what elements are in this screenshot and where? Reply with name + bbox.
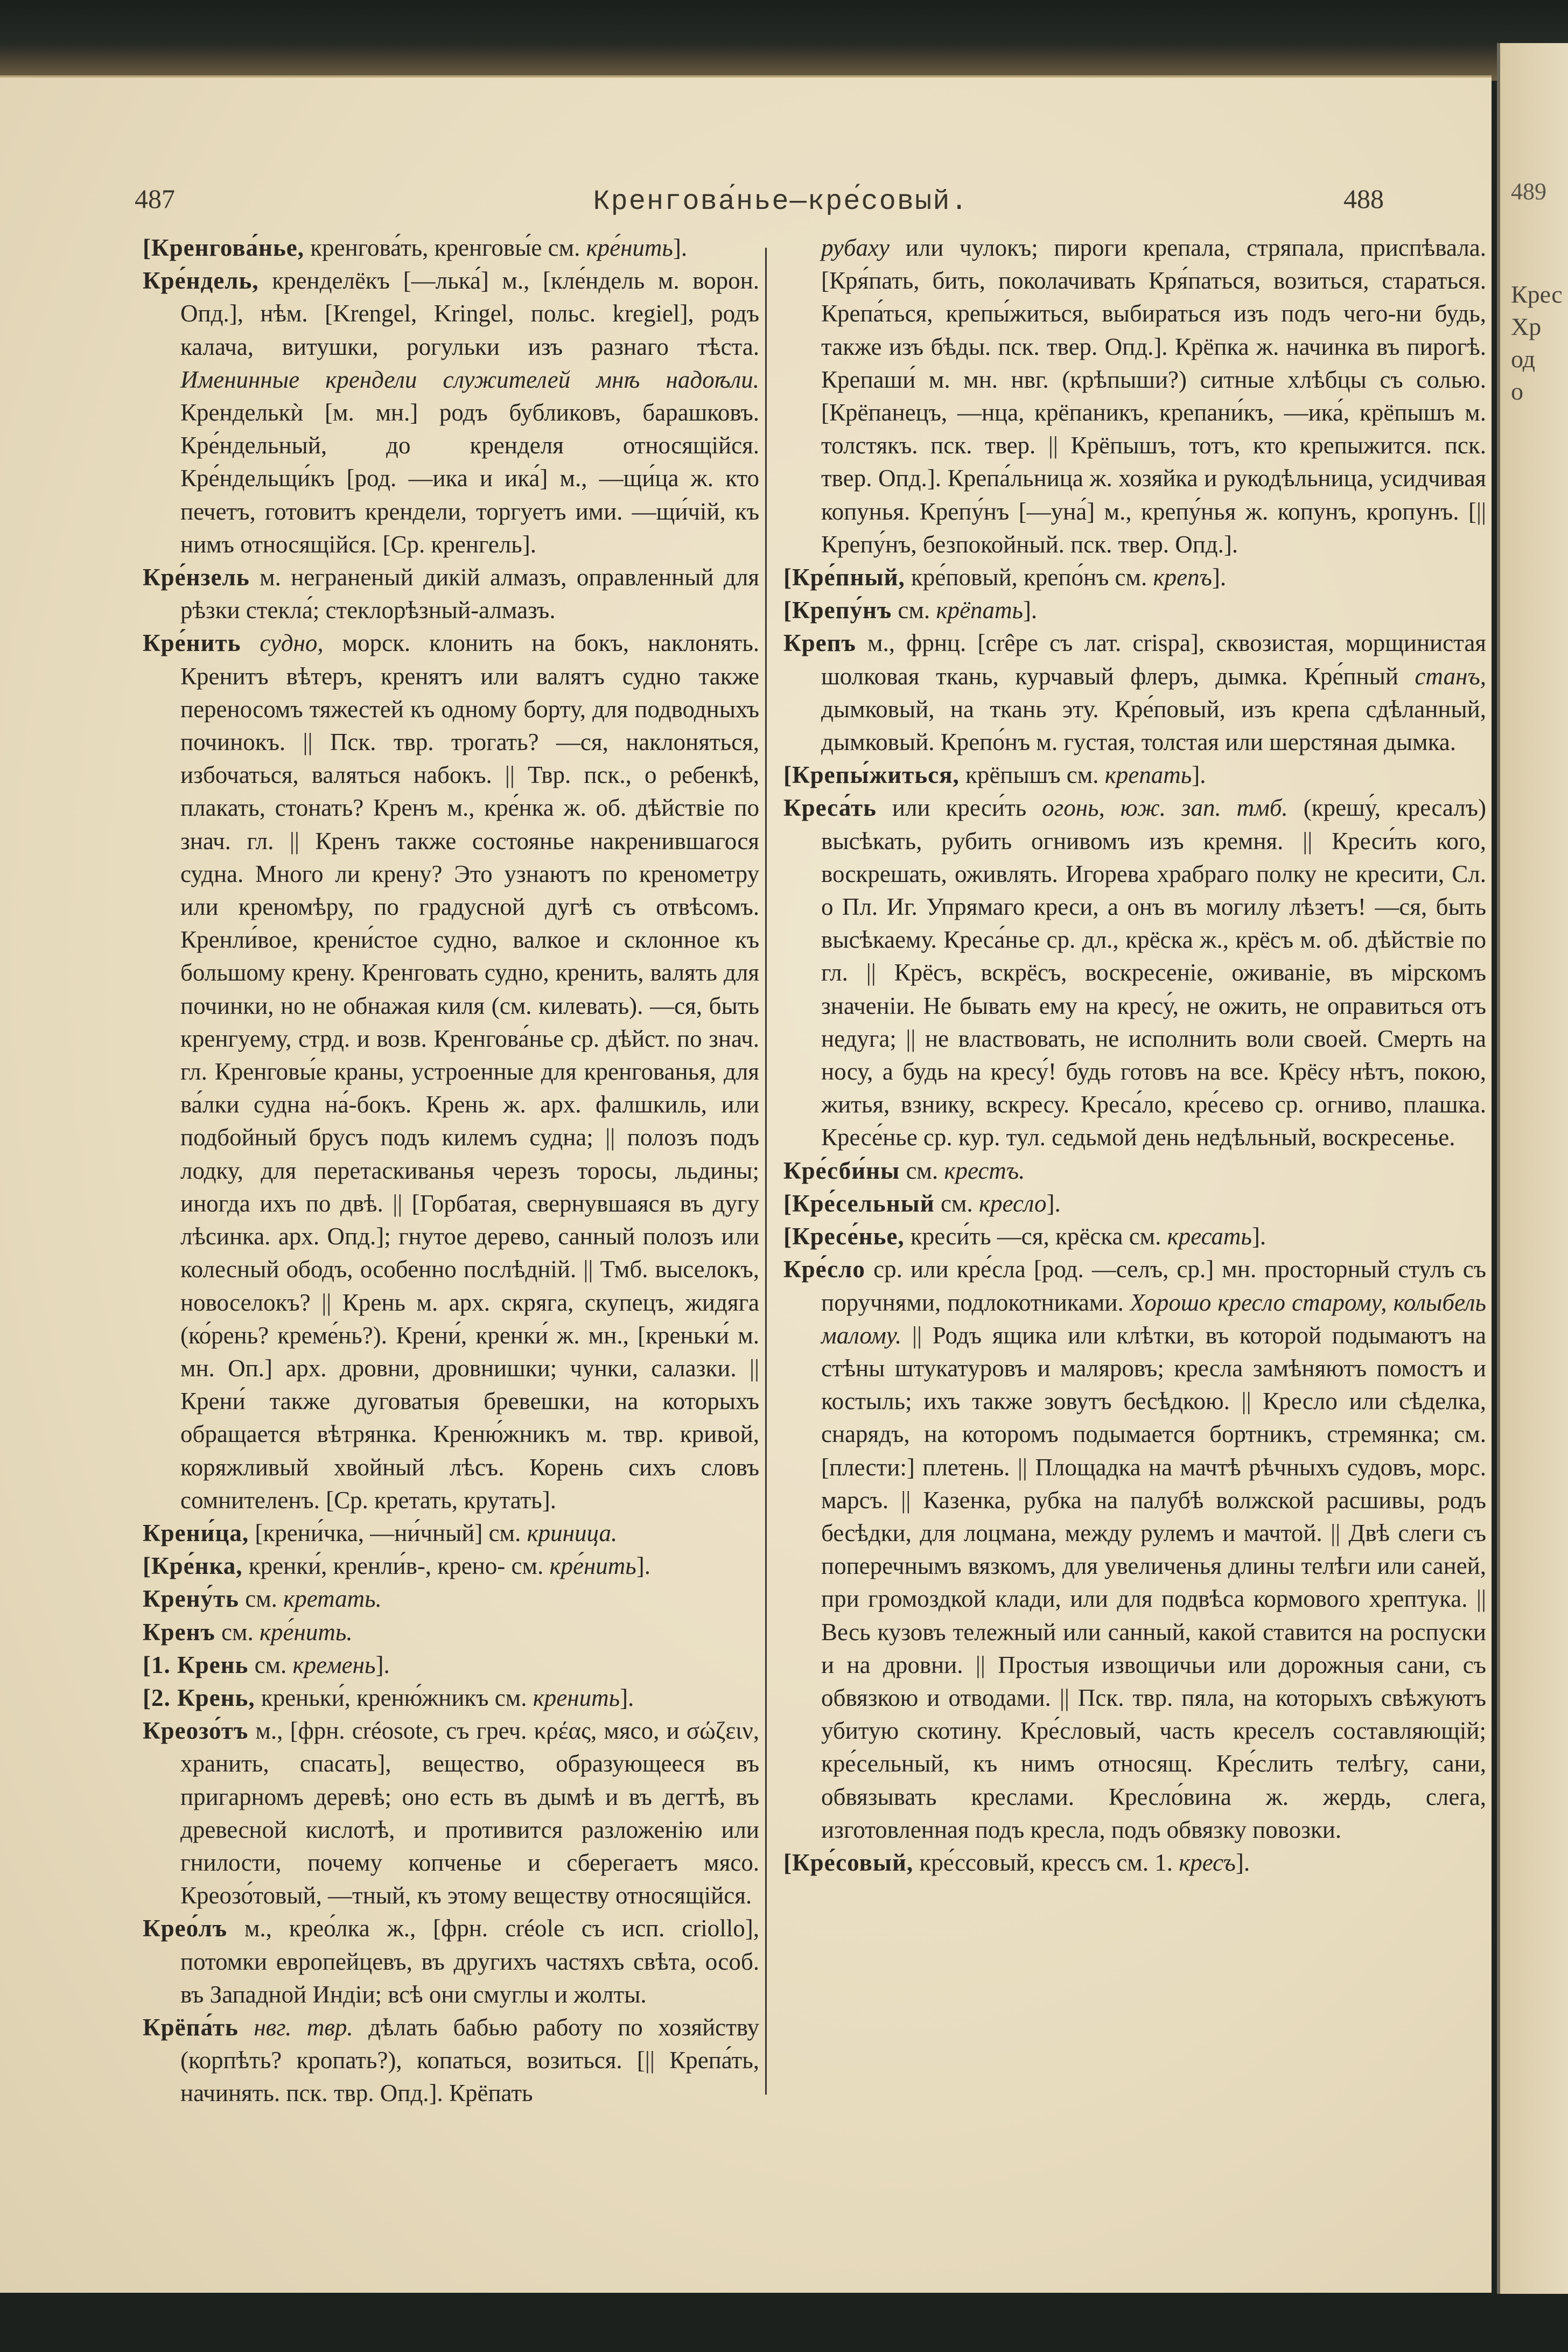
entry-headword: [Крепу́нъ	[783, 597, 892, 624]
next-page-fragment: Крес	[1511, 281, 1563, 308]
entry-italic: станъ,	[1415, 662, 1486, 690]
dictionary-entry	[143, 1714, 759, 1912]
entry-italic: судно,	[260, 629, 324, 657]
entry-text: кренделёкъ [—лька́] м., [кле́ндель м. ворон. Опд.], нѣм. [Krengel, Kringel, польс. kregiel], родъ калача, витушки, рогульки изъ разнаго тѣста.	[180, 267, 759, 360]
dictionary-entry	[143, 1517, 759, 1550]
dictionary-entry	[783, 1220, 1486, 1253]
entry-text	[241, 629, 260, 656]
entry-text: см.	[248, 1651, 293, 1678]
dictionary-entry	[143, 1682, 759, 1714]
entry-headword: Кренъ	[143, 1618, 215, 1646]
dictionary-entry	[783, 1154, 1486, 1187]
entry-italic: кретать.	[283, 1585, 382, 1613]
entry-text: кре́повый, крепо́нъ см.	[905, 564, 1153, 591]
entry-headword: [Кре́совый,	[783, 1849, 914, 1876]
entry-headword: Креозо́тъ	[143, 1717, 249, 1745]
entry-text: см.	[892, 597, 936, 624]
entry-text: см.	[215, 1618, 260, 1646]
dictionary-entry	[143, 264, 759, 561]
entry-headword: Кре́нить	[143, 629, 241, 657]
entry-text: Кренделькѝ [м. мн.] родъ бубликовъ, барашковъ. Кре́ндельный, до кренделя относящiйся. Кре́ндельщи́къ [род. —ика и ика́] м., —щи́ца ж. кто печетъ, готовитъ крендели, торгуетъ ими. —щи́чiй, къ нимъ относящiйся. [Ср. кренгель].	[180, 399, 759, 558]
entry-text: кренки́, кренли́в-, крено- см.	[242, 1552, 550, 1580]
entry-text	[239, 2014, 254, 2041]
entry-headword: [Крепы́житься,	[783, 761, 960, 789]
entry-italic: крепать	[1104, 761, 1192, 789]
dictionary-entry	[783, 759, 1486, 792]
entry-text: кре́ссовый, крессъ см. 1.	[913, 1849, 1179, 1876]
entry-headword: [1. Крень	[143, 1651, 249, 1678]
entry-text: ].	[1251, 1223, 1266, 1250]
dictionary-entry	[783, 561, 1486, 594]
dictionary-entry	[783, 594, 1486, 627]
entry-text: морск. клонить на бокъ, наклонять. Кренитъ вѣтеръ, кренятъ или валятъ судно также переносомъ тяжестей къ одному борту, для подводныхъ починокъ. || Пск. твр. трогать? —ся, наклоняться, избочаться, валяться набокъ. || Твр. пск., о ребенкѣ, плакать, стонать? Кренъ м., кре́нка ж. об. дѣйствiе по знач. гл. || Кренъ также состоянье накренившагося судна. Много ли крену? Это узнаютъ по кренометру или креномѣру, по градусной дугѣ съ отвѣсомъ. Кренли́вое, крени́стое судно, валкое и склонное къ большому крену. Кренговать судно, кренить, валять для починки, но не обнажая киля (см. килевать). —ся, быть кренгуему, стрд. и возв. Кренгова́нье ср. дѣйст. по знач. гл. Кренговы́е краны, устроенные для кренгованья, для ва́лки судна на́-бокъ. Крень ж. арх. фалшкиль, или подбойный брусъ подъ килемъ судна; || полозъ подъ лодку, для перетаскиванья черезъ торосы, льдины; иногда ихъ по двѣ. || [Горбатая, свернувшаяся въ дугу лѣсинка. арх. Опд.]; гнутое дерево, санный полозъ или колесный ободъ, особенно послѣднiй. || Тмб. выселокъ, новоселокъ? || Крень м. арх. скряга, скупецъ, жидяга (ко́рень? креме́нь?). Крени́, кренки́ ж. мн., [креньки́ м. мн. Оп.] арх. дровни, дровнишки; чунки, салазки. || Крени́ также дуговатыя бревешки, на которыхъ обращается вѣтрянка. Креню́жникъ м. твр. кривой, коряжливый хвойный лѣсъ. Корень сихъ словъ сомнителенъ. [Ср. кретать, крутать].	[180, 629, 759, 1514]
entry-headword: [Кре́сельный	[783, 1189, 935, 1217]
entry-italic: Хорошо кресло старому, колыбель малому.	[821, 1289, 1486, 1349]
entry-italic: рубаху	[821, 234, 890, 261]
column-divider	[765, 248, 767, 2095]
dictionary-entry	[783, 1187, 1486, 1220]
entry-text: ].	[636, 1552, 651, 1580]
entry-italic: крепъ	[1153, 564, 1212, 591]
dictionary-entry	[783, 627, 1486, 759]
entry-headword: [Кресе́нье,	[783, 1223, 905, 1250]
right-column	[783, 232, 1486, 1879]
entry-text: дымковый, на ткань эту. Кре́повый, изъ крепа сдѣланный, дымковый. Крепо́нъ м. густая, толстая или шерстяная дымка.	[821, 695, 1486, 756]
entry-text: м., крео́лка ж., [фрн. créole съ исп. criollo], потомки европейцевъ, въ другихъ частяхъ свѣта, особ. въ Западной Индiи; всѣ они смуглы и жолты.	[180, 1915, 759, 2008]
scan-background-top	[0, 0, 1568, 81]
entry-text: или чулокъ; пироги крепала, стряпала, приспѣвала. [Кря́пать, бить, поколачивать Кря́паться, возиться, стараться. Крепа́ться, крепы́житься, выбираться изъ подъ чего-ни будь, также изъ бѣды. пск. твер. Опд.]. Крёпка ж. начинка въ пирогѣ. Крепаши́ м. мн. нвг. (крѣпыши?) ситные хлѣбцы съ солью. [Крёпанецъ, —нца, крёпаникъ, крепани́къ, —ика́, крёпышъ м. толстякъ. пск. твер. || Крёпышъ, тотъ, кто крепыжится. пск. твер. Опд.]. Крепа́льница ж. хозяйка и рукодѣльница, усидчивая копунья. Крепу́нъ [—уна́] м., крепу́нья ж. копунъ, кропунъ. [|| Крепу́нъ, безпокойный. пск. твер. Опд.].	[821, 234, 1486, 558]
dictionary-entry	[783, 1253, 1486, 1846]
entry-italic: кресло	[978, 1189, 1047, 1217]
entry-italic: Именинные крендели служителей мнѣ надоѣли.	[180, 366, 759, 393]
entry-text: кренгова́ть, кренговы́е см.	[304, 234, 586, 261]
dictionary-entry	[143, 1616, 759, 1649]
entry-italic: нвг. твр.	[254, 2013, 353, 2041]
entry-text: дѣлать бабью работу по хозяйству (корпѣть? кропать?), копаться, возиться. [|| Крепа́ть, начинять. пск. твр. Опд.]. Крёпать	[180, 2013, 760, 2107]
entry-headword: [Кре́пный,	[783, 564, 905, 591]
entry-headword: Крени́ца,	[143, 1519, 249, 1546]
dictionary-entry	[143, 561, 759, 627]
scan-background-bottom	[0, 2291, 1568, 2352]
dictionary-entry	[783, 232, 1486, 561]
entry-text: ср. или кре́сла [род. —селъ, ср.] мн. просторный стулъ съ поручнями, подлокотниками.	[821, 1256, 1486, 1316]
entry-text: ].	[1235, 1849, 1250, 1876]
dictionary-entry	[143, 1550, 759, 1583]
entry-headword: Кре́сби́ны	[783, 1157, 900, 1184]
entry-text: м., [фрн. créosote, съ греч. κρέας, мясо, и σώζειν, хранить, спасать], вещество, образующееся въ пригарномъ деревѣ; оно есть въ дымѣ и въ дегтѣ, въ древесной кислотѣ, и противится разложенiю или гнилости, почему копченье и сберегаетъ мясо. Креозо́товый, —тный, къ этому веществу относящiйся.	[180, 1717, 759, 1909]
entry-headword: Крену́ть	[143, 1585, 239, 1613]
left-column	[143, 232, 759, 2110]
entry-headword: Крёпа́ть	[143, 2013, 239, 2041]
dictionary-entry	[143, 627, 759, 1516]
right-page-number: 488	[1343, 184, 1384, 214]
entry-text: м., фрнц. [crêpe съ лат. crispa], сквозистая, морщинистая шолковая ткань, курчавый флеръ, дымка. Кре́пный	[821, 629, 1486, 690]
entry-text: || Родъ ящика или клѣтки, въ которой подымаютъ на стѣны штукатуровъ и маляровъ; кресла замѣняютъ помостъ и костыль; ихъ также зовутъ бесѣдкою. || Кресло или сѣделка, снарядъ, на которомъ подымается бортникъ, стремянка; см. [плести:] плетень. || Площадка на мачтѣ рѣчныхъ судовъ, морс. марсъ. || Казенка, рубка на палубѣ волжской расшивы, родъ бесѣдки, для лоцмана, между рулемъ и мачтой. || Двѣ слеги съ поперечнымъ вязкомъ, для увеличенья длины телѣги или саней, при громоздкой клади, или для подвѣса кормового хрептука. || Весь кузовъ тележный или санный, какой ставится на роспуски и на дровни. || Простыя извощичьи или дорожныя сани, съ обвязкою и отводами. || Пск. твр. пяла, на которыхъ свѣжуютъ убитую скотину. Кре́словый, часть креселъ составляющiй; кре́сельный, къ нимъ относящ. Кре́слить телѣгу, сани, обвязывать креслами. Кресло́вина ж. жердь, слега, изготовленная подъ кресла, подъ обвязку повозки.	[821, 1321, 1486, 1843]
entry-text: [крени́чка, —ни́чный] см.	[249, 1519, 527, 1546]
entry-text: ].	[375, 1651, 390, 1678]
dictionary-entry	[143, 232, 759, 264]
entry-text: или креси́ть	[876, 794, 1042, 822]
entry-italic: кресъ	[1179, 1849, 1236, 1876]
entry-text: ].	[673, 234, 688, 261]
dictionary-entry	[783, 1846, 1486, 1879]
dictionary-entry	[143, 1649, 759, 1682]
entry-italic: кре́нить	[549, 1552, 636, 1580]
dictionary-entry	[143, 1583, 759, 1615]
entry-headword: Креса́ть	[783, 794, 877, 822]
entry-headword: Крео́лъ	[143, 1915, 228, 1942]
running-head: Кренгова́нье—кре́совый.	[593, 186, 969, 218]
entry-italic: кремень	[292, 1651, 376, 1678]
entry-headword: [Кре́нка,	[143, 1552, 243, 1580]
entry-text: ].	[1212, 564, 1227, 591]
entry-headword: Кре́сло	[783, 1256, 865, 1283]
next-page-number: 489	[1511, 178, 1546, 205]
entry-italic: крестъ.	[944, 1157, 1025, 1184]
next-page-fragment: Хр	[1511, 313, 1542, 340]
dictionary-entry	[783, 792, 1486, 1154]
entry-text: ].	[1192, 761, 1206, 789]
next-page-edge	[1497, 43, 1568, 2294]
entry-text: ].	[1023, 597, 1038, 624]
entry-text: креньки́, креню́жникъ см.	[255, 1684, 533, 1711]
entry-headword: Крепъ	[783, 629, 856, 657]
entry-text: ].	[620, 1684, 634, 1711]
entry-italic: крёпать	[936, 597, 1023, 624]
entry-headword: [Кренгова́нье,	[143, 234, 304, 261]
entry-italic: кресать	[1167, 1223, 1252, 1250]
entry-text: см.	[900, 1157, 944, 1184]
next-page-fragment: од	[1511, 345, 1536, 373]
next-page-fragment: о	[1511, 377, 1523, 405]
entry-headword: [2. Крень,	[143, 1684, 255, 1711]
entry-text: м. неграненый дикiй алмазъ, оправленный для рѣзки стекла́; стеклорѣзный-алмазъ.	[180, 564, 759, 624]
entry-text: ].	[1046, 1189, 1061, 1217]
entry-italic: кре́нить	[586, 234, 673, 261]
entry-italic: кренить	[533, 1684, 620, 1711]
dictionary-entry	[143, 1912, 759, 2011]
left-page-number: 487	[135, 184, 175, 214]
entry-text: см.	[239, 1585, 284, 1613]
entry-headword: Кре́ндель,	[143, 267, 259, 295]
entry-text: крёпышъ см.	[959, 761, 1105, 789]
dictionary-entry	[143, 2011, 759, 2110]
entry-italic: огонь, юж. зап. тмб.	[1042, 794, 1288, 822]
entry-headword: Кре́нзель	[143, 564, 250, 591]
entry-text: см.	[934, 1189, 979, 1217]
entry-italic: кре́нить.	[260, 1618, 353, 1646]
entry-text: (крешу́, кресалъ) высѣкать, рубить огнивомъ изъ кремня. || Креси́ть кого, воскрешать, оживлять. Игорева храбраго полку не кресити, Сл. о Пл. Иг. Упрямаго креси, а онъ въ могилу лѣзетъ! —ся, быть высѣкаему. Креса́нье ср. дл., крёска ж., крёсъ м. об. дѣйствiе по гл. || Крёсъ, вскрёсъ, воскресенiе, оживанiе, въ мiрскомъ значенiи. Не бывать ему на кресу́, не ожить, не оправиться отъ недуга; || не властвовать, не исполнить воли своей. Смерть на носу, а будь на кресу́! будь готовъ на все. Крёсу нѣтъ, покою, житья, взнику, вскресу. Креса́ло, кре́сево ср. огниво, плашка. Кресе́нье ср. кур. тул. седьмой день недѣльный, воскресенье.	[821, 794, 1486, 1151]
entry-text: креси́ть —ся, крёска см.	[904, 1223, 1167, 1250]
entry-italic: криница.	[527, 1519, 618, 1546]
